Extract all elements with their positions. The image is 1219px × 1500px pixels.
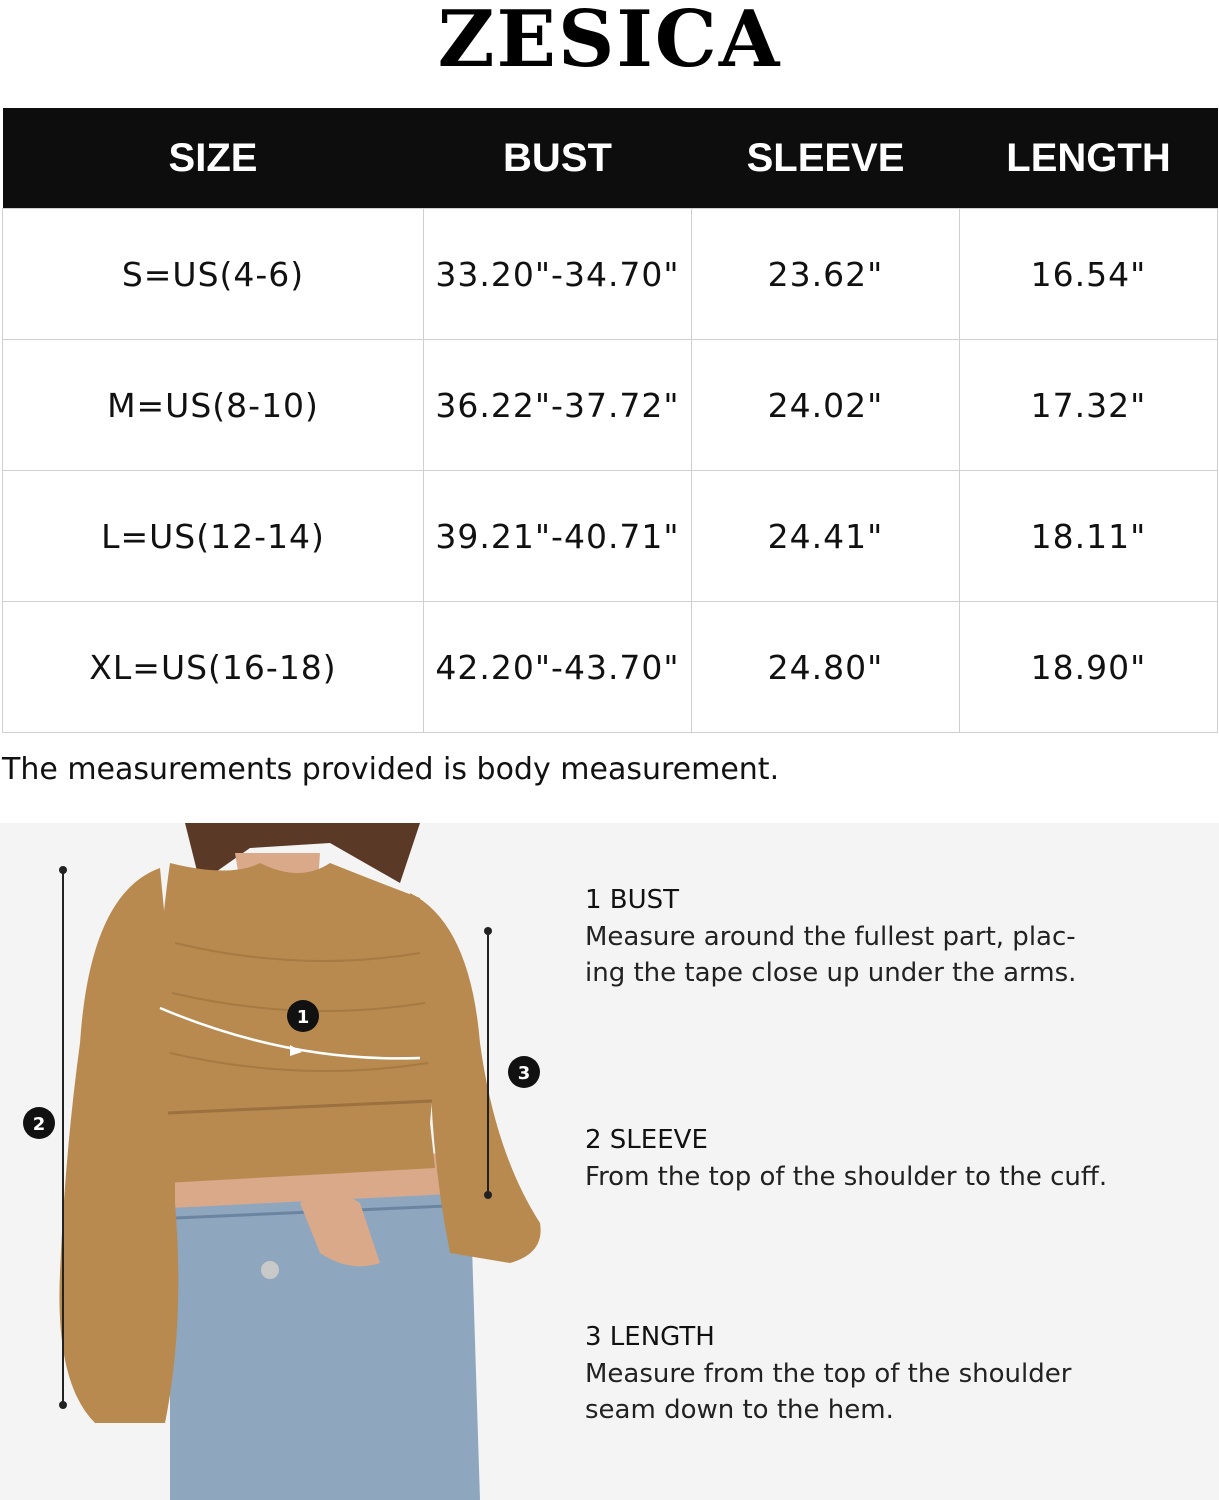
guide-desc-line: Measure from the top of the shoulder — [585, 1359, 1072, 1389]
cell-bust: 33.20"-34.70" — [424, 209, 692, 340]
model-photo — [0, 823, 565, 1500]
measurement-note: The measurements provided is body measurement. — [2, 752, 780, 787]
size-chart-table — [2, 108, 1218, 733]
cell-length: 16.54" — [960, 209, 1218, 340]
header-size: SIZE — [3, 108, 424, 209]
svg-text:3: 3 — [517, 1063, 531, 1084]
measurement-guide — [565, 823, 1219, 1500]
guide-title: 3 LENGTH — [585, 1322, 715, 1352]
guide-item-length — [585, 1322, 1195, 1428]
guide-desc-line: From the top of the shoulder to the cuff. — [585, 1162, 1108, 1192]
cell-bust: 36.22"-37.72" — [424, 340, 692, 471]
guide-desc-line: ing the tape close up under the arms. — [585, 958, 1077, 988]
cell-length: 18.90" — [960, 602, 1218, 733]
cell-length: 18.11" — [960, 471, 1218, 602]
guide-desc-line: Measure around the fullest part, plac- — [585, 922, 1076, 952]
header-bust: BUST — [424, 108, 692, 209]
marker-2-icon — [23, 1107, 55, 1139]
svg-text:1: 1 — [296, 1007, 310, 1028]
marker-3-icon — [508, 1056, 540, 1088]
table-header-row — [3, 108, 1218, 209]
guide-title: 2 SLEEVE — [585, 1125, 708, 1155]
cell-size: XL=US(16-18) — [3, 602, 424, 733]
cell-sleeve: 24.02" — [692, 340, 960, 471]
cell-bust: 42.20"-43.70" — [424, 602, 692, 733]
table-row — [3, 209, 1218, 340]
header-length: LENGTH — [960, 108, 1218, 209]
marker-1-icon — [287, 1000, 319, 1032]
cell-size: S=US(4-6) — [3, 209, 424, 340]
cell-size: L=US(12-14) — [3, 471, 424, 602]
cell-size: M=US(8-10) — [3, 340, 424, 471]
header-sleeve: SLEEVE — [692, 108, 960, 209]
cell-sleeve: 23.62" — [692, 209, 960, 340]
guide-title: 1 BUST — [585, 885, 680, 915]
table-row — [3, 471, 1218, 602]
sweater-illustration — [0, 823, 565, 1500]
guide-item-sleeve — [585, 1125, 1195, 1195]
cell-length: 17.32" — [960, 340, 1218, 471]
cell-sleeve: 24.80" — [692, 602, 960, 733]
guide-desc — [585, 1159, 1195, 1195]
brand-logo: ZESICA — [437, 0, 782, 85]
table-row — [3, 340, 1218, 471]
guide-item-bust — [585, 885, 1195, 991]
cell-sleeve: 24.41" — [692, 471, 960, 602]
guide-desc — [585, 1356, 1195, 1428]
guide-desc — [585, 919, 1195, 991]
table-row — [3, 602, 1218, 733]
guide-desc-line: seam down to the hem. — [585, 1395, 894, 1425]
cell-bust: 39.21"-40.71" — [424, 471, 692, 602]
jeans-button — [261, 1261, 279, 1279]
svg-text:2: 2 — [32, 1114, 46, 1135]
